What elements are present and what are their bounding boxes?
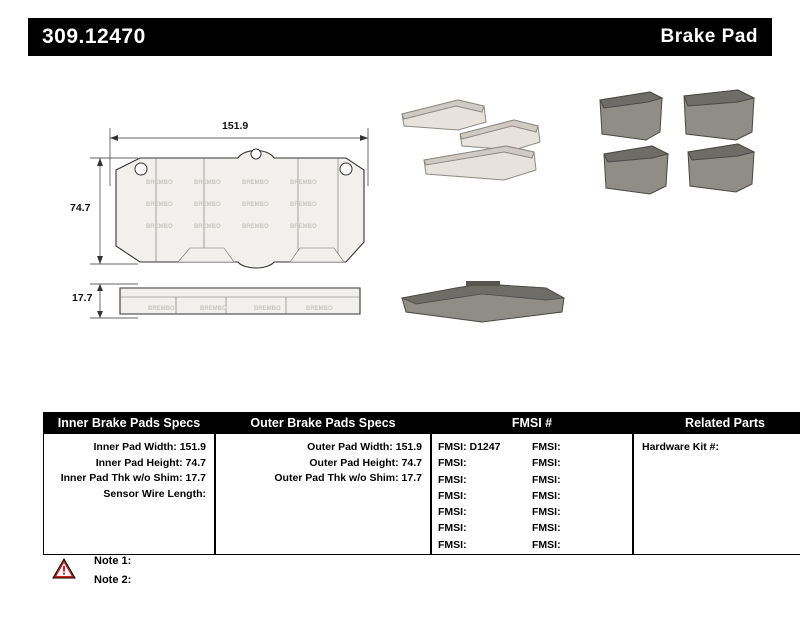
- table-cell: FMSI:: [438, 489, 467, 502]
- svg-text:BREMBO: BREMBO: [146, 180, 173, 186]
- svg-text:BREMBO: BREMBO: [146, 224, 173, 230]
- inner-pads-specs-table: [43, 412, 215, 555]
- svg-text:BREMBO: BREMBO: [306, 306, 333, 312]
- document-type-label: Brake Pad: [660, 26, 758, 47]
- outer-pads-specs-title: Outer Brake Pads Specs: [216, 413, 430, 434]
- table-row: Inner Pad Height: 74.7: [95, 456, 206, 469]
- fmsi-body: [432, 434, 632, 554]
- table-cell: FMSI:: [532, 506, 561, 519]
- svg-text:BREMBO: BREMBO: [290, 180, 317, 186]
- table-cell: FMSI:: [438, 522, 467, 535]
- table-cell: FMSI:: [438, 457, 467, 470]
- svg-text:BREMBO: BREMBO: [242, 180, 269, 186]
- outer-pads-specs-table: [215, 412, 431, 555]
- table-row: Hardware Kit #:: [642, 441, 720, 453]
- brake-pad-photo-light-group: [388, 86, 588, 206]
- warning-icon: [52, 558, 76, 579]
- fmsi-title: FMSI #: [432, 413, 632, 434]
- table-cell: FMSI:: [532, 441, 561, 453]
- table-cell: FMSI:: [532, 457, 561, 470]
- outer-pads-specs-body: [216, 434, 430, 554]
- svg-text:BREMBO: BREMBO: [194, 180, 221, 186]
- table-cell: FMSI:: [532, 538, 561, 551]
- table-cell: FMSI:: [438, 473, 467, 486]
- related-parts-title: Related Parts: [634, 413, 800, 434]
- table-row: Outer Pad Height: 74.7: [309, 456, 422, 469]
- document-header: [28, 18, 772, 56]
- table-row: Sensor Wire Length:: [103, 487, 206, 500]
- note-1: Note 1:: [94, 555, 132, 567]
- svg-text:BREMBO: BREMBO: [254, 306, 281, 312]
- related-parts-table: [633, 412, 800, 555]
- table-row: Outer Pad Width: 151.9: [307, 441, 422, 453]
- part-number: 309.12470: [42, 25, 146, 48]
- table-cell: FMSI: D1247: [438, 441, 501, 453]
- table-cell: FMSI:: [438, 538, 467, 551]
- svg-text:BREMBO: BREMBO: [200, 306, 227, 312]
- table-row: Inner Pad Width: 151.9: [93, 441, 206, 453]
- svg-text:BREMBO: BREMBO: [290, 224, 317, 230]
- related-parts-body: [634, 434, 800, 554]
- svg-text:BREMBO: BREMBO: [290, 202, 317, 208]
- inner-pads-specs-body: [44, 434, 214, 554]
- table-cell: FMSI:: [532, 473, 561, 486]
- brake-pad-photo-dark-group: [588, 84, 778, 209]
- inner-pads-specs-title: Inner Brake Pads Specs: [44, 413, 214, 434]
- dimension-thickness-label: 17.7: [72, 292, 93, 304]
- svg-text:BREMBO: BREMBO: [194, 224, 221, 230]
- svg-text:BREMBO: BREMBO: [194, 202, 221, 208]
- svg-text:BREMBO: BREMBO: [242, 202, 269, 208]
- technical-drawing: [28, 66, 428, 366]
- table-row: Inner Pad Thk w/o Shim: 17.7: [60, 472, 206, 484]
- fmsi-table: [431, 412, 633, 555]
- table-cell: FMSI:: [532, 489, 561, 502]
- drawing-area: [28, 66, 772, 396]
- notes-section: [52, 552, 131, 590]
- svg-text:BREMBO: BREMBO: [146, 202, 173, 208]
- dimension-height-label: 74.7: [70, 202, 91, 214]
- dimension-width-label: 151.9: [222, 120, 249, 132]
- svg-text:BREMBO: BREMBO: [242, 224, 269, 230]
- note-2: Note 2:: [94, 574, 132, 586]
- table-row: Outer Pad Thk w/o Shim: 17.7: [274, 472, 422, 484]
- brake-pad-photo-side-profile: [396, 272, 586, 332]
- svg-text:BREMBO: BREMBO: [148, 306, 175, 312]
- table-cell: FMSI:: [438, 506, 467, 519]
- table-cell: FMSI:: [532, 522, 561, 535]
